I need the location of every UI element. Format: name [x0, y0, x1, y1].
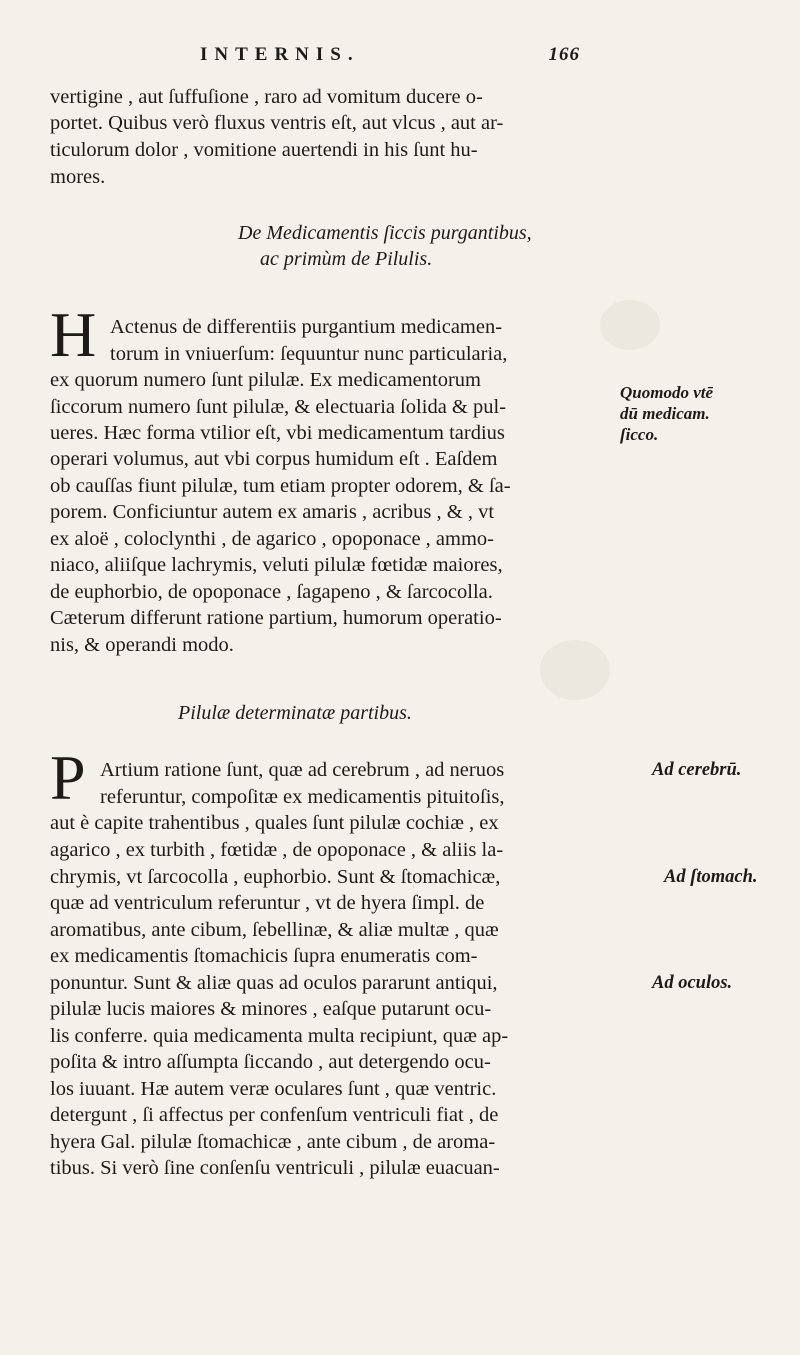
text-line: aut è capite trahentibus , quales ſunt pilulæ cochiæ , ex — [50, 812, 499, 834]
text-line: quæ ad ventriculum referuntur , vt de hyera ſimpl. de — [50, 892, 485, 914]
text-line: referuntur, compoſitæ ex medicamentis pituitoſis, — [100, 786, 505, 808]
text-line: ueres. Hæc forma vtilior eſt, vbi medicamentum tardius — [50, 422, 505, 444]
text-line: ex medicamentis ſtomachicis ſupra enumeratis com- — [50, 945, 478, 967]
text-line: pilulæ lucis maiores & minores , eaſque putarunt ocu- — [50, 998, 492, 1020]
text-line: vertigine , aut ſuffuſione , raro ad vomitum ducere o- — [50, 86, 483, 108]
text-line: hyera Gal. pilulæ ſtomachicæ , ante cibum , de aroma- — [50, 1131, 496, 1153]
text-line: aromatibus, ante cibum, ſebellinæ, & aliæ multæ , quæ — [50, 919, 499, 941]
text-line: ob cauſſas fiunt pilulæ, tum etiam propter odorem, & ſa- — [50, 475, 511, 497]
text-line: ſiccorum numero ſunt pilulæ, & electuaria ſolida & pul- — [50, 396, 507, 418]
text-line: niaco, aliiſque lachrymis, veluti pilulæ fœtidæ maiores, — [50, 554, 503, 576]
subheading: Pilulæ determinatæ partibus. — [178, 702, 412, 724]
text-line: lis conferre. quia medicamenta multa recipiunt, quæ ap- — [50, 1025, 509, 1047]
drop-cap: H — [50, 299, 97, 370]
paper-stain — [540, 640, 610, 700]
text-line: ex aloë , coloclynthi , de agarico , opoponace , ammo- — [50, 528, 495, 550]
text-line: nis, & operandi modo. — [50, 634, 234, 656]
margin-note-cerebrum: Ad cerebrū. — [652, 760, 742, 780]
page-number: 166 — [548, 44, 580, 65]
text-line: portet. Quibus verò fluxus ventris eſt, aut vlcus , aut ar- — [50, 112, 504, 134]
text-line: Cæterum differunt ratione partium, humorum operatio- — [50, 607, 502, 629]
text-line: los iuuant. Hæ autem veræ oculares ſunt , quæ ventric. — [50, 1078, 497, 1100]
margin-note: dū medicam. — [620, 404, 710, 423]
text-line: tibus. Si verò ſine conſenſu ventriculi , pilulæ euacuan- — [50, 1157, 500, 1179]
text-line: de euphorbio, de opoponace , ſagapeno , & ſarcocolla. — [50, 581, 493, 603]
text-line: torum in vniuerſum: ſequuntur nunc particularia, — [110, 343, 508, 365]
text-line: mores. — [50, 166, 106, 188]
margin-note: Quomodo vtē — [620, 383, 714, 402]
paper-stain — [600, 300, 660, 350]
text-line: porem. Conficiuntur autem ex amaris , acribus , & , vt — [50, 501, 495, 523]
section-heading-line2: ac primùm de Pilulis. — [260, 248, 433, 270]
drop-cap: P — [50, 742, 86, 813]
running-head-title: INTERNIS. — [200, 44, 360, 65]
margin-note-oculos: Ad oculos. — [652, 973, 733, 993]
text-line: ticulorum dolor , vomitione auertendi in his ſunt hu- — [50, 139, 478, 161]
text-line: poſita & intro aſſumpta ſiccando , aut detergendo ocu- — [50, 1051, 491, 1073]
margin-note: ſicco. — [620, 425, 659, 444]
text-line: ex quorum numero ſunt pilulæ. Ex medicamentorum — [50, 369, 481, 391]
section-heading-line1: De Medicamentis ſiccis purgantibus, — [238, 222, 532, 244]
text-line: ponuntur. Sunt & aliæ quas ad oculos pararunt antiqui, — [50, 972, 498, 994]
text-line: Actenus de differentiis purgantium medicamen- — [110, 316, 503, 338]
text-line: chrymis, vt ſarcocolla , euphorbio. Sunt & ſtomachicæ, — [50, 866, 501, 888]
text-line: detergunt , ſi affectus per confenſum ventriculi fiat , de — [50, 1104, 499, 1126]
margin-note-stomach: Ad ſtomach. — [664, 867, 758, 887]
text-line: Artium ratione ſunt, quæ ad cerebrum , ad neruos — [100, 759, 505, 781]
text-line: operari volumus, aut vbi corpus humidum eſt . Eaſdem — [50, 448, 498, 470]
text-line: agarico , ex turbith , fœtidæ , de opoponace , & aliis la- — [50, 839, 504, 861]
